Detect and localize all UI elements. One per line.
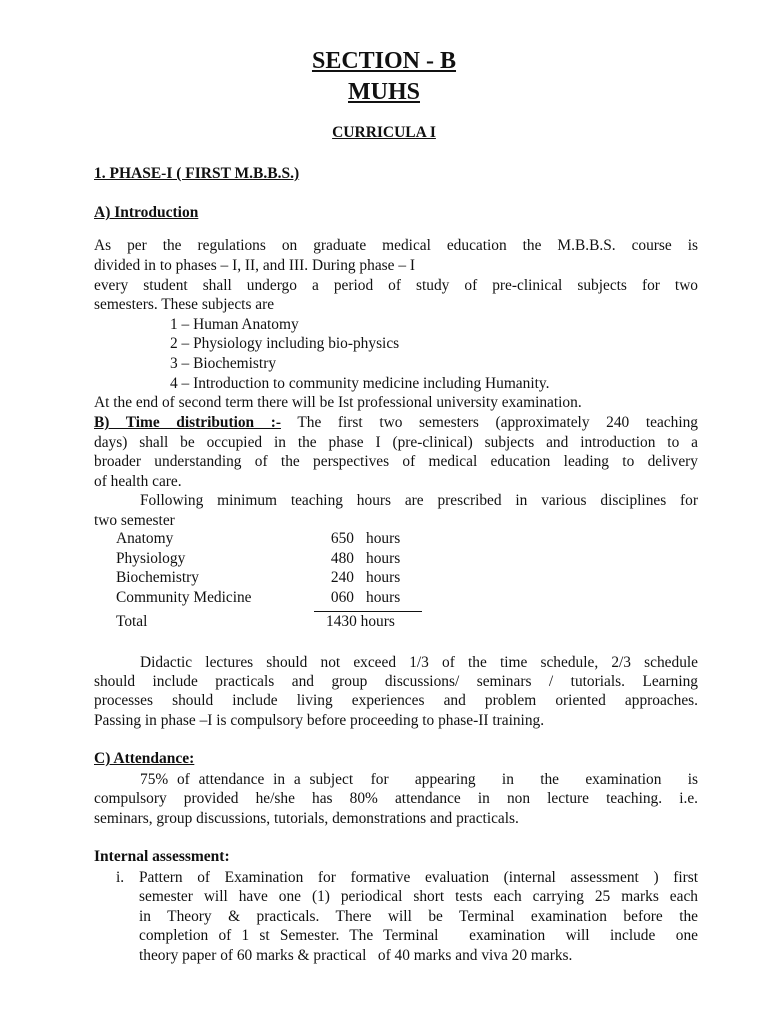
table-row — [0, 550, 768, 570]
subject-item: 4 – Introduction to community medicine including Humanity. — [170, 375, 550, 392]
internal-assessment-heading: Internal assessment: — [94, 848, 230, 865]
attendance-line-2: compulsory provided he/she has 80% attendance in non lecture teaching. i.e. — [94, 790, 698, 807]
subject-item: 3 – Biochemistry — [170, 355, 277, 372]
row-unit: hours — [366, 569, 401, 586]
didactic-text-1: Didactic lectures should not exceed 1/3 of the time schedule, 2/3 schedule — [140, 654, 698, 671]
table-row — [0, 589, 768, 609]
total-value: 1430 hours — [326, 613, 395, 630]
section-title: SECTION - B — [311, 48, 457, 74]
org-title: MUHS — [348, 79, 420, 105]
subject-item: 1 – Human Anatomy — [170, 316, 299, 333]
intro-line-3: every student shall undergo a period of study of pre-clinical subjects for two — [94, 277, 698, 294]
row-hours: 480 — [330, 550, 354, 567]
time-line-3: broader understanding of the perspectives of medical education leading to delivery — [94, 453, 698, 470]
subject-item: 2 – Physiology including bio-physics — [170, 335, 400, 352]
assessment-line: completion of 1 st Semester. The Terminal examination will include one — [139, 927, 698, 944]
assessment-line: in Theory & practicals. There will be Terminal examination before the — [139, 908, 698, 925]
time-line-1-text: The first two semesters (approximately 240 teaching — [281, 414, 698, 431]
attendance-text-1: 75% of attendance in a subject for appearing in the examination is — [140, 771, 698, 788]
row-unit: hours — [366, 530, 401, 547]
didactic-line-3: processes should include living experiences and problem oriented approaches. — [94, 692, 698, 709]
didactic-line-4: Passing in phase –I is compulsory before proceeding to phase-II training. — [94, 712, 545, 729]
following-line-2: two semester — [94, 512, 175, 529]
time-line-2: days) shall be occupied in the phase I (pre-clinical) subjects and introduction to a — [94, 434, 698, 451]
didactic-line-2: should include practicals and group discussions/ seminars / tutorials. Learning — [94, 673, 698, 690]
row-subject: Physiology — [116, 550, 186, 567]
assessment-line: theory paper of 60 marks & practical of 40 marks and viva 20 marks. — [139, 947, 573, 964]
curricula-title: CURRICULA I — [332, 124, 436, 141]
list-marker: i. — [116, 869, 125, 886]
table-row — [0, 569, 768, 589]
assessment-line: Pattern of Examination for formative evaluation (internal assessment ) first — [139, 869, 698, 886]
row-unit: hours — [366, 550, 401, 567]
assessment-line: semester will have one (1) periodical short tests each carrying 25 marks each — [139, 888, 698, 905]
table-row — [0, 530, 768, 550]
row-subject: Community Medicine — [116, 589, 252, 606]
table-total-row — [0, 613, 768, 633]
row-subject: Anatomy — [116, 530, 174, 547]
row-hours: 650 — [330, 530, 354, 547]
intro-line-4: semesters. These subjects are — [94, 296, 275, 313]
intro-heading: A) Introduction — [94, 204, 199, 221]
intro-line-1: As per the regulations on graduate medical education the M.B.B.S. course is — [94, 237, 698, 254]
time-line-4: of health care. — [94, 473, 182, 490]
didactic-line-1 — [140, 653, 698, 673]
row-hours: 240 — [330, 569, 354, 586]
intro-line-2: divided in to phases – I, II, and III. During phase – I — [94, 257, 415, 274]
row-unit: hours — [366, 589, 401, 606]
time-distribution-heading: B) Time distribution :- — [94, 414, 281, 431]
attendance-line-3: seminars, group discussions, tutorials, demonstrations and practicals. — [94, 810, 519, 827]
phase-heading: 1. PHASE-I ( FIRST M.B.B.S.) — [94, 165, 300, 182]
total-rule — [314, 611, 422, 612]
following-line-1 — [140, 491, 698, 511]
following-text-1: Following minimum teaching hours are prescribed in various disciplines for — [140, 492, 698, 509]
attendance-line-1 — [140, 770, 698, 790]
total-label: Total — [116, 613, 148, 630]
row-hours: 060 — [330, 589, 354, 606]
intro-closing: At the end of second term there will be Ist professional university examination. — [94, 394, 582, 411]
time-line-1 — [94, 413, 698, 433]
attendance-heading: C) Attendance: — [94, 750, 195, 767]
row-subject: Biochemistry — [116, 569, 199, 586]
